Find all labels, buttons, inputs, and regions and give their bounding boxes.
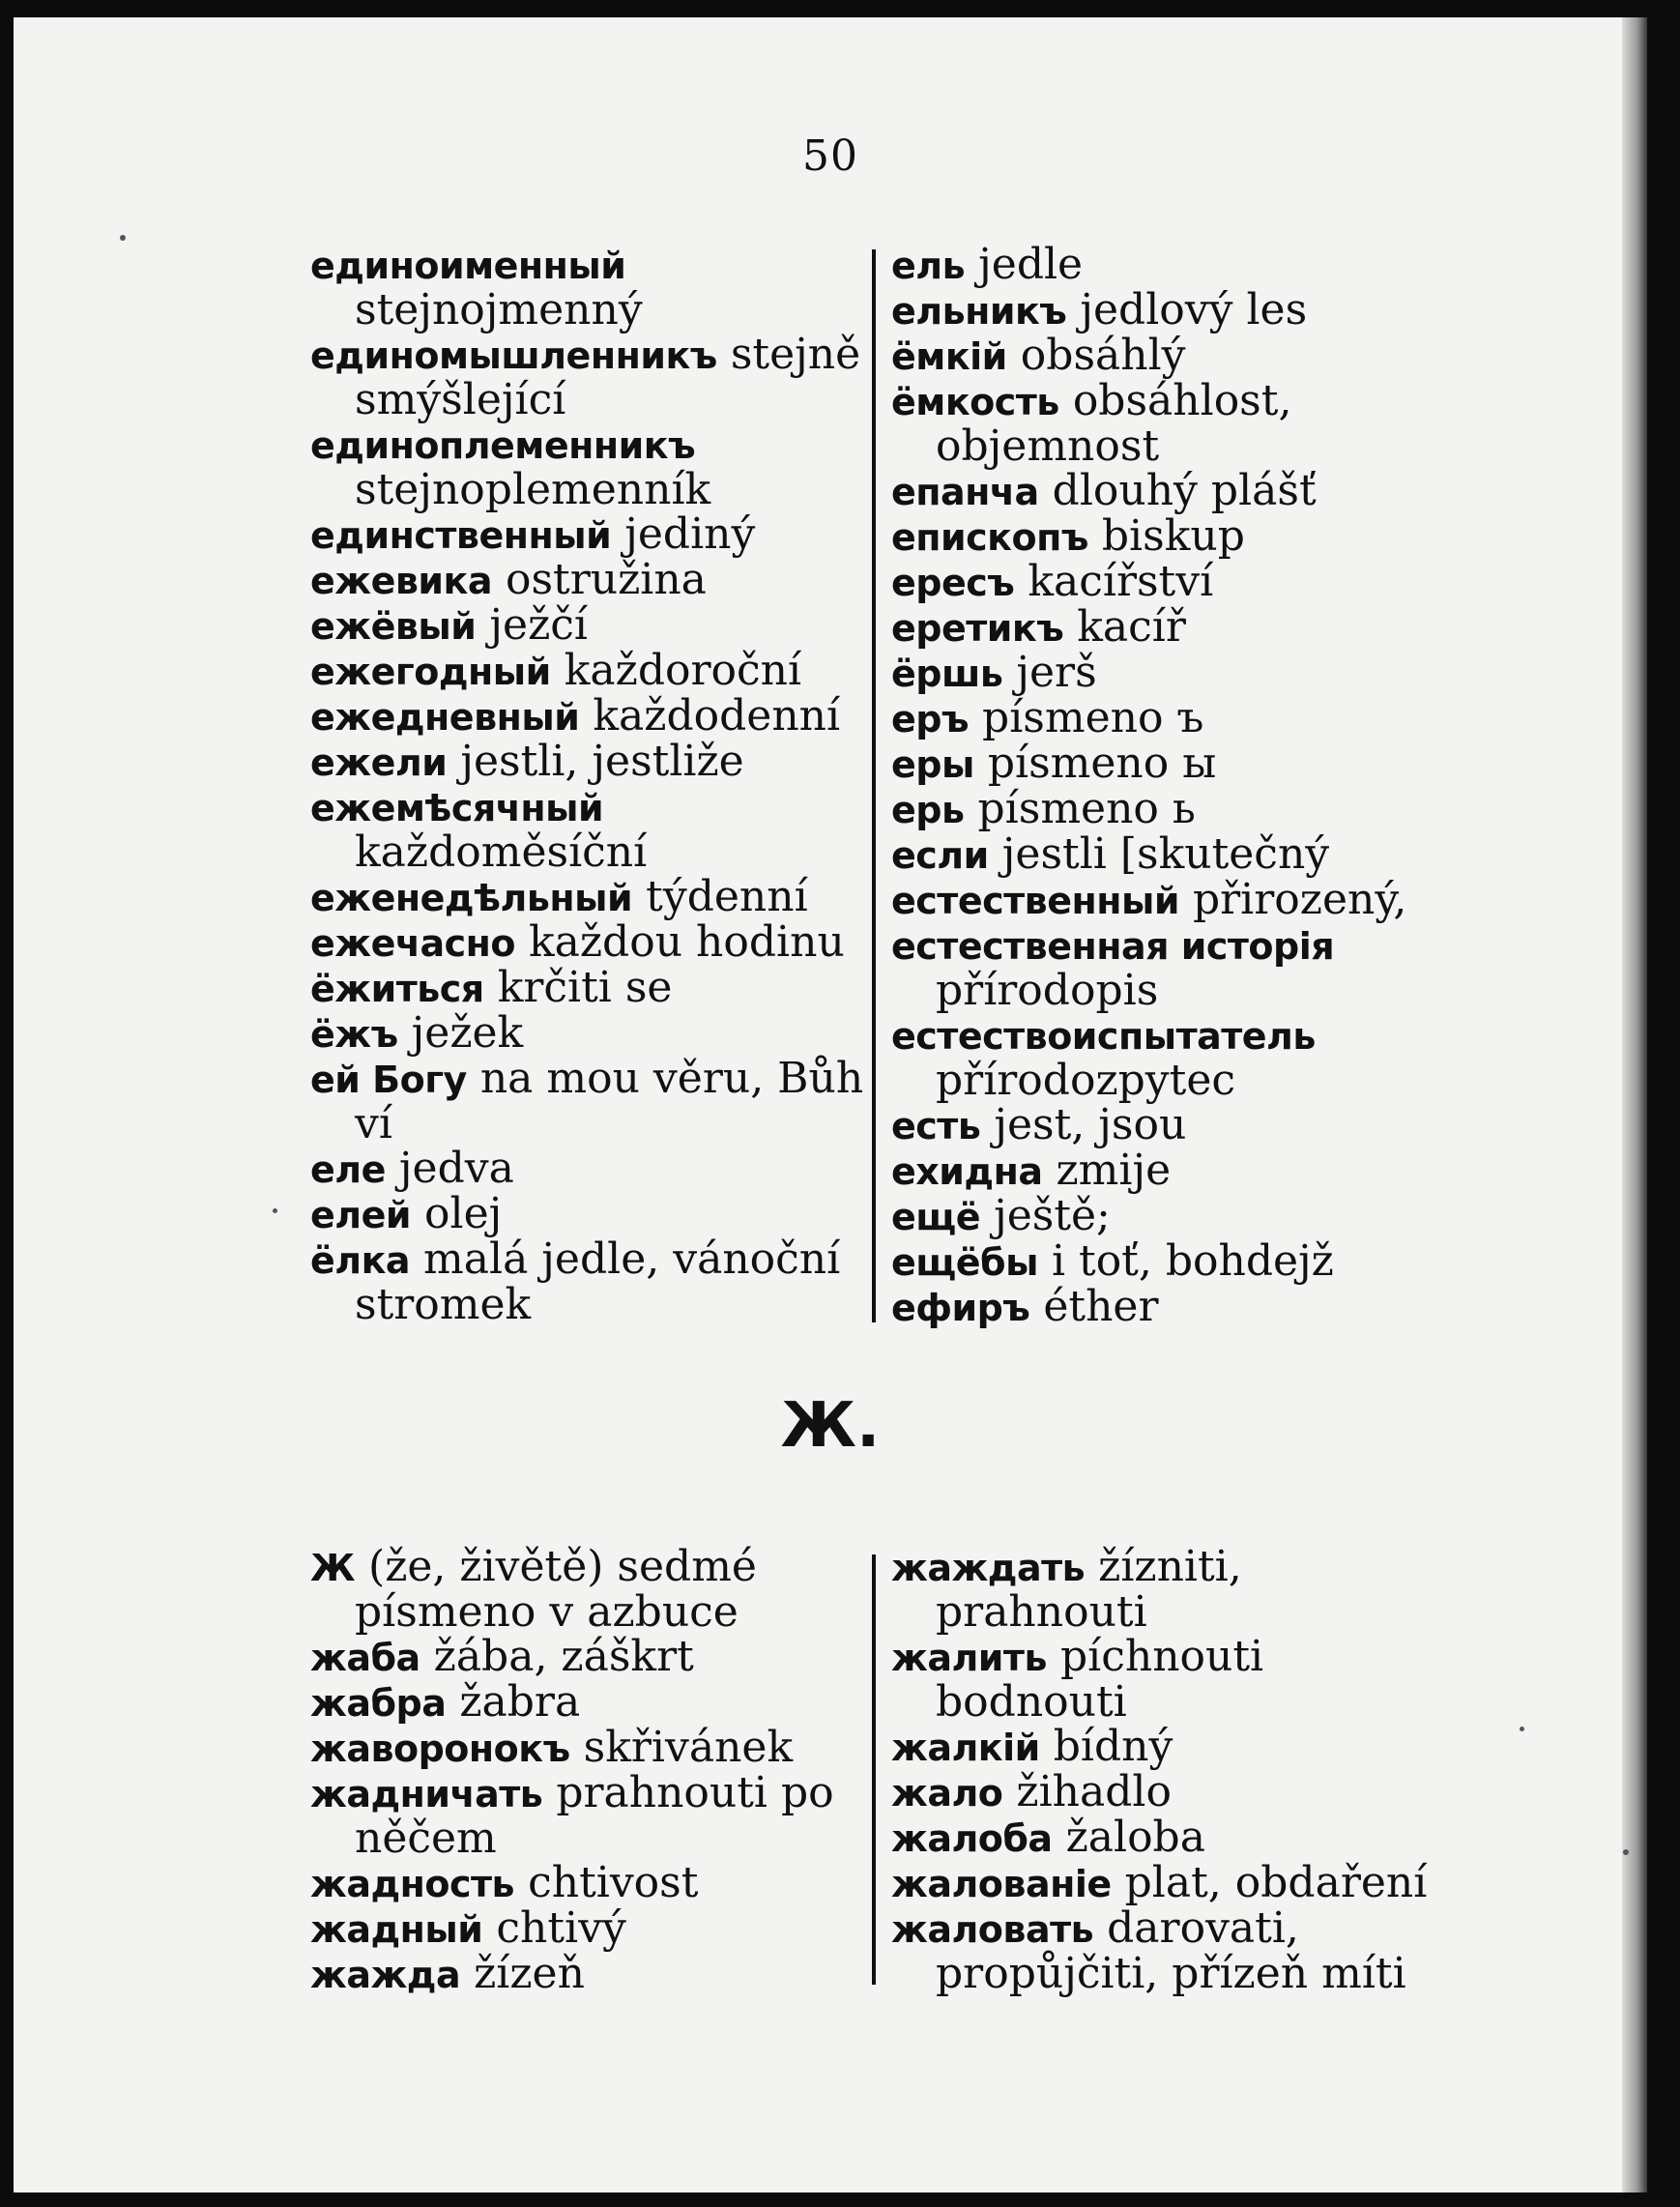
- entry-definition: týdenní: [646, 872, 808, 921]
- entry-definition: olej: [424, 1189, 503, 1238]
- entry-definition: každodenní: [593, 691, 841, 741]
- entry-definition: písmeno ы: [987, 739, 1217, 788]
- entry-headword: жалоба: [891, 1817, 1053, 1860]
- dictionary-entry: [891, 829, 1452, 879]
- dictionary-entry: [891, 1903, 1452, 1998]
- dictionary-entry: [310, 785, 871, 875]
- entry-definition: jedlový les: [1080, 285, 1308, 334]
- dictionary-entry: [310, 1542, 871, 1637]
- entry-headword: еле: [310, 1148, 386, 1191]
- entry-definition: žába, záškrt: [433, 1632, 694, 1681]
- entry-headword: еженедѣльный: [310, 877, 633, 919]
- dictionary-entry: [310, 1144, 871, 1193]
- entry-definition: žaloba: [1065, 1813, 1205, 1862]
- dictionary-entry: [891, 240, 1452, 289]
- entry-headword: ей Богу: [310, 1059, 467, 1101]
- entry-definition: i toť, bohdejž: [1051, 1236, 1334, 1286]
- entry-definition: ještě;: [994, 1191, 1111, 1240]
- entry-definition: stejně smýšlející: [355, 330, 861, 424]
- entry-definition: jediný: [624, 509, 756, 559]
- section-heading: Ж.: [780, 1390, 881, 1462]
- entry-definition: bídný: [1053, 1722, 1173, 1771]
- entry-definition: každoměsíční: [355, 828, 648, 877]
- entry-definition: dlouhý plášť: [1052, 466, 1317, 515]
- entry-definition: stejnoplemenník: [355, 465, 711, 514]
- dictionary-entry: [891, 557, 1452, 606]
- dictionary-entry: [310, 963, 871, 1012]
- entry-headword: ёлка: [310, 1239, 411, 1282]
- dictionary-entry: [310, 1008, 871, 1058]
- entry-headword: ёршь: [891, 653, 1003, 695]
- entry-definition: ježčí: [489, 600, 588, 650]
- entry-definition: malá jedle, vánoční stromek: [355, 1234, 841, 1329]
- entry-headword: жадность: [310, 1863, 515, 1905]
- entry-headword: единоплеменникъ: [310, 424, 696, 467]
- entry-definition: jestli [skutečný: [1001, 829, 1330, 879]
- dictionary-entry: [310, 1054, 871, 1148]
- column-bottom-left: [310, 1542, 871, 1998]
- dictionary-entry: [891, 1722, 1452, 1771]
- dictionary-entry: [891, 693, 1452, 742]
- entry-headword: жадный: [310, 1908, 483, 1951]
- entry-definition: žihadlo: [1016, 1767, 1172, 1816]
- entry-definition: kacířství: [1028, 557, 1214, 606]
- entry-definition: jedle: [978, 240, 1084, 289]
- dictionary-entry: [310, 1677, 871, 1727]
- entry-headword: ежегодный: [310, 651, 551, 693]
- dictionary-entry: [310, 1189, 871, 1238]
- speck: [1623, 1849, 1629, 1855]
- dictionary-entry: [310, 600, 871, 650]
- column-top-right: [891, 240, 1452, 1331]
- dictionary-entry: [310, 917, 871, 967]
- entry-definition: přirozený,: [1192, 875, 1407, 924]
- entry-headword: Ж: [310, 1547, 356, 1589]
- dictionary-entry: [891, 376, 1452, 471]
- dictionary-entry: [891, 466, 1452, 515]
- entry-headword: естественный: [891, 880, 1179, 922]
- dictionary-entry: [891, 741, 1452, 787]
- entry-definition: na mou věru, Bůh ví: [355, 1054, 864, 1148]
- entry-definition: jedva: [398, 1144, 514, 1193]
- entry-definition: chtivý: [496, 1903, 626, 1953]
- entry-headword: ежемѣсячный: [310, 787, 604, 829]
- dictionary-entry: [891, 1542, 1452, 1637]
- entry-headword: ефиръ: [891, 1287, 1030, 1329]
- entry-headword: еры: [891, 743, 974, 786]
- entry-definition: ježek: [411, 1008, 524, 1058]
- entry-headword: ещё: [891, 1196, 981, 1238]
- entry-headword: ёжъ: [310, 1013, 398, 1056]
- dictionary-entry: [891, 875, 1452, 924]
- entry-headword: ежечасно: [310, 922, 515, 965]
- entry-definition: biskup: [1101, 511, 1245, 561]
- entry-headword: жаловать: [891, 1908, 1094, 1951]
- dictionary-entry: [891, 923, 1452, 1013]
- dictionary-entry: [310, 691, 871, 741]
- entry-headword: жаждать: [891, 1547, 1086, 1589]
- entry-definition: darovati, propůjčiti, přízeň míti: [936, 1903, 1406, 1998]
- entry-headword: жалованіе: [891, 1863, 1112, 1905]
- dictionary-entry: [891, 648, 1452, 697]
- dictionary-entry: [891, 1632, 1452, 1727]
- entry-headword: жаворонокъ: [310, 1728, 570, 1770]
- speck: [1520, 1727, 1524, 1731]
- dictionary-entry: [891, 602, 1452, 652]
- dictionary-entry: [310, 243, 871, 333]
- entry-headword: жалкій: [891, 1727, 1040, 1769]
- entry-definition: jestli, jestliže: [460, 737, 744, 786]
- dictionary-entry: [891, 1148, 1452, 1194]
- dictionary-entry: [891, 1236, 1452, 1286]
- dictionary-entry: [891, 1767, 1452, 1816]
- entry-definition: chtivost: [528, 1858, 699, 1907]
- dictionary-entry: [310, 1234, 871, 1329]
- entry-headword: еретикъ: [891, 607, 1064, 650]
- entry-definition: písmeno ъ: [982, 693, 1204, 742]
- dictionary-entry: [891, 1815, 1452, 1861]
- dictionary-entry: [310, 555, 871, 604]
- entry-headword: елей: [310, 1194, 412, 1236]
- dictionary-entry: [310, 1949, 871, 1998]
- entry-definition: přírodozpytec: [936, 1056, 1236, 1105]
- entry-headword: жалить: [891, 1637, 1047, 1679]
- entry-headword: жабра: [310, 1682, 447, 1725]
- entry-definition: jerš: [1016, 648, 1097, 697]
- dictionary-entry: [310, 422, 871, 512]
- entry-headword: если: [891, 834, 989, 877]
- entry-definition: žabra: [459, 1677, 581, 1727]
- dictionary-entry: [310, 330, 871, 424]
- dictionary-entry: [891, 1191, 1452, 1240]
- dictionary-entry: [310, 737, 871, 786]
- dictionary-entry: [310, 1632, 871, 1681]
- column-divider: [872, 1554, 876, 1985]
- entry-definition: zmije: [1056, 1146, 1172, 1195]
- entry-definition: (že, živětě) sedmé písmeno v azbuce: [355, 1542, 757, 1637]
- dictionary-entry: [310, 1723, 871, 1772]
- entry-definition: ostružina: [505, 555, 707, 604]
- dictionary-entry: [310, 646, 871, 695]
- column-top-left: [310, 243, 871, 1327]
- entry-headword: ерь: [891, 789, 965, 831]
- entry-definition: éther: [1043, 1282, 1159, 1331]
- column-divider: [872, 249, 876, 1322]
- entry-headword: жадничать: [310, 1773, 543, 1815]
- dictionary-entry: [891, 285, 1452, 334]
- entry-headword: ёмкость: [891, 381, 1059, 423]
- dictionary-entry: [310, 872, 871, 921]
- column-bottom-right: [891, 1542, 1452, 1998]
- entry-definition: stejnojmenný: [355, 285, 643, 334]
- entry-headword: ель: [891, 245, 966, 287]
- dictionary-entry: [891, 1282, 1452, 1331]
- entry-headword: ельникъ: [891, 290, 1067, 333]
- entry-definition: jest, jsou: [994, 1100, 1187, 1149]
- entry-definition: píchnouti bodnouti: [936, 1632, 1264, 1727]
- dictionary-entry: [891, 1100, 1452, 1149]
- dictionary-entry: [891, 511, 1452, 561]
- entry-definition: obsáhlý: [1020, 331, 1186, 380]
- entry-headword: единственный: [310, 514, 612, 557]
- dictionary-entry: [310, 1768, 871, 1863]
- entry-headword: есть: [891, 1105, 981, 1147]
- speck: [120, 235, 126, 241]
- entry-headword: жаба: [310, 1637, 420, 1679]
- entry-headword: единоименный: [310, 245, 626, 287]
- entry-headword: единомышленникъ: [310, 334, 717, 377]
- entry-definition: krčiti se: [497, 963, 673, 1012]
- entry-headword: ёмкій: [891, 335, 1007, 378]
- entry-definition: skřivánek: [583, 1723, 794, 1772]
- page-number: 50: [802, 131, 858, 181]
- page-edge-shadow: [1622, 17, 1647, 2192]
- entry-headword: еръ: [891, 698, 970, 741]
- entry-definition: písmeno ь: [977, 784, 1196, 833]
- entry-headword: жажда: [310, 1954, 461, 1996]
- entry-headword: жало: [891, 1772, 1003, 1815]
- entry-headword: ересъ: [891, 562, 1015, 604]
- entry-headword: естествоиспытатель: [891, 1015, 1316, 1058]
- dictionary-page: [14, 17, 1647, 2192]
- entry-headword: естественная исторія: [891, 925, 1335, 968]
- entry-definition: žízniti, prahnouti: [936, 1542, 1242, 1637]
- entry-definition: prahnouti po něčem: [355, 1768, 834, 1863]
- entry-definition: kacíř: [1077, 602, 1186, 652]
- entry-headword: ехидна: [891, 1150, 1043, 1193]
- entry-headword: ежевика: [310, 560, 492, 602]
- entry-definition: přírodopis: [936, 966, 1159, 1015]
- entry-headword: ещёбы: [891, 1241, 1038, 1284]
- dictionary-entry: [891, 1858, 1452, 1907]
- entry-definition: každoroční: [564, 646, 802, 695]
- entry-definition: každou hodinu: [528, 917, 845, 967]
- dictionary-entry: [891, 784, 1452, 833]
- entry-definition: žízeň: [474, 1949, 585, 1998]
- entry-headword: ежёвый: [310, 605, 477, 648]
- entry-definition: plat, obdaření: [1124, 1858, 1428, 1907]
- dictionary-entry: [310, 509, 871, 559]
- entry-headword: ежедневный: [310, 696, 580, 739]
- dictionary-entry: [891, 1013, 1452, 1103]
- speck: [273, 1208, 277, 1213]
- dictionary-entry: [891, 331, 1452, 380]
- dictionary-entry: [310, 1858, 871, 1907]
- entry-headword: епископъ: [891, 516, 1088, 559]
- dictionary-entry: [310, 1903, 871, 1953]
- entry-headword: ежели: [310, 741, 448, 784]
- entry-headword: епанча: [891, 471, 1039, 513]
- entry-headword: ёжиться: [310, 968, 484, 1010]
- entry-definition: obsáhlost, objemnost: [936, 376, 1292, 471]
